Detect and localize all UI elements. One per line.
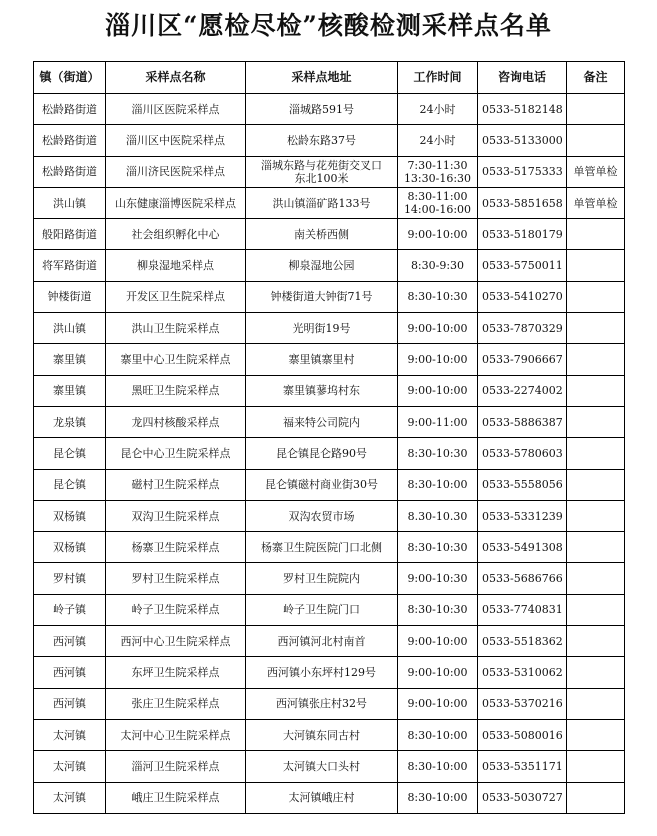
cell-site-name: 张庄卫生院采样点 xyxy=(106,688,246,719)
table-row xyxy=(34,563,625,594)
cell-town: 太河镇 xyxy=(34,751,106,782)
cell-work-time: 9:00-10:00 xyxy=(398,657,478,688)
cell-note xyxy=(567,94,625,125)
header-site-name: 采样点名称 xyxy=(106,62,246,94)
cell-site-name: 峨庄卫生院采样点 xyxy=(106,782,246,813)
table-row xyxy=(34,438,625,469)
cell-work-time: 8:30-10:30 xyxy=(398,438,478,469)
cell-site-address: 西河镇小东坪村129号 xyxy=(246,657,398,688)
cell-site-address: 岭子卫生院门口 xyxy=(246,594,398,625)
table-row xyxy=(34,125,625,156)
header-site-address: 采样点地址 xyxy=(246,62,398,94)
cell-phone: 0533-5518362 xyxy=(478,626,567,657)
cell-work-time: 8:30-10:00 xyxy=(398,782,478,813)
header-town: 镇（街道） xyxy=(34,62,106,94)
cell-phone: 0533-5080016 xyxy=(478,719,567,750)
cell-site-name: 开发区卫生院采样点 xyxy=(106,281,246,312)
cell-phone: 0533-2274002 xyxy=(478,375,567,406)
table-row xyxy=(34,532,625,563)
cell-phone: 0533-7740831 xyxy=(478,594,567,625)
table-row xyxy=(34,626,625,657)
cell-work-time: 9:00-10:30 xyxy=(398,563,478,594)
cell-note xyxy=(567,688,625,719)
cell-note xyxy=(567,751,625,782)
cell-work-time: 24小时 xyxy=(398,94,478,125)
cell-phone: 0533-5491308 xyxy=(478,532,567,563)
table-row xyxy=(34,719,625,750)
cell-phone: 0533-5851658 xyxy=(478,187,567,218)
cell-site-address: 钟楼街道大钟街71号 xyxy=(246,281,398,312)
cell-site-name: 东坪卫生院采样点 xyxy=(106,657,246,688)
cell-phone: 0533-5331239 xyxy=(478,500,567,531)
cell-note xyxy=(567,563,625,594)
cell-town: 太河镇 xyxy=(34,719,106,750)
cell-work-time: 8:30-10:30 xyxy=(398,281,478,312)
cell-work-time: 7:30-11:30 13:30-16:30 xyxy=(398,156,478,187)
cell-town: 昆仑镇 xyxy=(34,469,106,500)
cell-town: 洪山镇 xyxy=(34,313,106,344)
cell-town: 罗村镇 xyxy=(34,563,106,594)
cell-town: 般阳路街道 xyxy=(34,219,106,250)
cell-note xyxy=(567,281,625,312)
table-row xyxy=(34,782,625,813)
cell-phone: 0533-7870329 xyxy=(478,313,567,344)
cell-phone: 0533-7906667 xyxy=(478,344,567,375)
cell-town: 松龄路街道 xyxy=(34,94,106,125)
cell-site-name: 岭子卫生院采样点 xyxy=(106,594,246,625)
cell-town: 洪山镇 xyxy=(34,187,106,218)
cell-work-time: 9:00-10:00 xyxy=(398,626,478,657)
cell-note xyxy=(567,125,625,156)
cell-note xyxy=(567,219,625,250)
cell-site-name: 双沟卫生院采样点 xyxy=(106,500,246,531)
cell-town: 龙泉镇 xyxy=(34,406,106,437)
cell-site-name: 淄川区中医院采样点 xyxy=(106,125,246,156)
cell-note xyxy=(567,782,625,813)
cell-phone: 0533-5370216 xyxy=(478,688,567,719)
cell-phone: 0533-5686766 xyxy=(478,563,567,594)
sampling-sites-table xyxy=(33,61,625,814)
cell-town: 昆仑镇 xyxy=(34,438,106,469)
cell-site-address: 昆仑镇磁村商业街30号 xyxy=(246,469,398,500)
cell-note xyxy=(567,469,625,500)
cell-phone: 0533-5182148 xyxy=(478,94,567,125)
cell-work-time: 8:30-10:30 xyxy=(398,532,478,563)
cell-note xyxy=(567,657,625,688)
cell-work-time: 9:00-10:00 xyxy=(398,344,478,375)
cell-site-name: 黑旺卫生院采样点 xyxy=(106,375,246,406)
table-row xyxy=(34,751,625,782)
cell-site-address: 淄城路591号 xyxy=(246,94,398,125)
cell-site-address: 大河镇东同古村 xyxy=(246,719,398,750)
cell-site-name: 社会组织孵化中心 xyxy=(106,219,246,250)
cell-site-address: 南关桥西侧 xyxy=(246,219,398,250)
header-phone: 咨询电话 xyxy=(478,62,567,94)
cell-site-address: 柳泉湿地公园 xyxy=(246,250,398,281)
table-row xyxy=(34,657,625,688)
table-row xyxy=(34,344,625,375)
cell-phone: 0533-5175333 xyxy=(478,156,567,187)
cell-work-time: 9:00-10:00 xyxy=(398,688,478,719)
cell-note xyxy=(567,438,625,469)
cell-note xyxy=(567,594,625,625)
cell-town: 西河镇 xyxy=(34,626,106,657)
cell-site-address: 罗村卫生院院内 xyxy=(246,563,398,594)
cell-site-name: 洪山卫生院采样点 xyxy=(106,313,246,344)
cell-town: 钟楼街道 xyxy=(34,281,106,312)
cell-phone: 0533-5558056 xyxy=(478,469,567,500)
cell-site-name: 山东健康淄博医院采样点 xyxy=(106,187,246,218)
header-work-time: 工作时间 xyxy=(398,62,478,94)
cell-site-address: 光明街19号 xyxy=(246,313,398,344)
table-row xyxy=(34,469,625,500)
cell-site-address: 西河镇张庄村32号 xyxy=(246,688,398,719)
header-note: 备注 xyxy=(567,62,625,94)
cell-town: 太河镇 xyxy=(34,782,106,813)
cell-site-address: 寨里镇寨里村 xyxy=(246,344,398,375)
cell-note: 单管单检 xyxy=(567,156,625,187)
cell-site-address: 太河镇峨庄村 xyxy=(246,782,398,813)
cell-note xyxy=(567,344,625,375)
table-row xyxy=(34,94,625,125)
cell-town: 岭子镇 xyxy=(34,594,106,625)
cell-town: 松龄路街道 xyxy=(34,125,106,156)
cell-site-address: 双沟农贸市场 xyxy=(246,500,398,531)
cell-phone: 0533-5750011 xyxy=(478,250,567,281)
cell-site-name: 太河中心卫生院采样点 xyxy=(106,719,246,750)
cell-site-address: 洪山镇淄矿路133号 xyxy=(246,187,398,218)
cell-work-time: 8:30-10:00 xyxy=(398,469,478,500)
cell-note xyxy=(567,626,625,657)
cell-phone: 0533-5351171 xyxy=(478,751,567,782)
table-row xyxy=(34,219,625,250)
cell-work-time: 9:00-11:00 xyxy=(398,406,478,437)
table-row xyxy=(34,156,625,187)
cell-work-time: 8.30-10.30 xyxy=(398,500,478,531)
cell-town: 寨里镇 xyxy=(34,375,106,406)
cell-town: 寨里镇 xyxy=(34,344,106,375)
cell-work-time: 8:30-9:30 xyxy=(398,250,478,281)
cell-site-address: 西河镇河北村南首 xyxy=(246,626,398,657)
table-row xyxy=(34,406,625,437)
table-row xyxy=(34,250,625,281)
cell-site-address: 寨里镇蓼坞村东 xyxy=(246,375,398,406)
cell-site-name: 淄川济民医院采样点 xyxy=(106,156,246,187)
table-row xyxy=(34,594,625,625)
cell-note xyxy=(567,313,625,344)
cell-site-address: 福来特公司院内 xyxy=(246,406,398,437)
cell-work-time: 8:30-11:00 14:00-16:00 xyxy=(398,187,478,218)
cell-town: 双杨镇 xyxy=(34,500,106,531)
cell-site-name: 磁村卫生院采样点 xyxy=(106,469,246,500)
cell-note xyxy=(567,719,625,750)
cell-site-name: 龙四村核酸采样点 xyxy=(106,406,246,437)
table-header-row xyxy=(34,62,625,94)
cell-site-address: 杨寨卫生院医院门口北侧 xyxy=(246,532,398,563)
page-title: 淄川区“愿检尽检”核酸检测采样点名单 xyxy=(105,11,552,40)
cell-note xyxy=(567,250,625,281)
cell-site-name: 寨里中心卫生院采样点 xyxy=(106,344,246,375)
cell-work-time: 9:00-10:00 xyxy=(398,313,478,344)
cell-work-time: 9:00-10:00 xyxy=(398,219,478,250)
cell-site-name: 杨寨卫生院采样点 xyxy=(106,532,246,563)
cell-note xyxy=(567,500,625,531)
cell-work-time: 8:30-10:00 xyxy=(398,751,478,782)
cell-phone: 0533-5310062 xyxy=(478,657,567,688)
table-row xyxy=(34,281,625,312)
cell-work-time: 8:30-10:00 xyxy=(398,719,478,750)
cell-site-name: 昆仑中心卫生院采样点 xyxy=(106,438,246,469)
cell-site-name: 罗村卫生院采样点 xyxy=(106,563,246,594)
cell-note xyxy=(567,406,625,437)
cell-site-name: 淄川区医院采样点 xyxy=(106,94,246,125)
cell-phone: 0533-5030727 xyxy=(478,782,567,813)
cell-site-address: 昆仑镇昆仑路90号 xyxy=(246,438,398,469)
cell-site-address: 淄城东路与花苑街交叉口 东北100米 xyxy=(246,156,398,187)
cell-work-time: 9:00-10:00 xyxy=(398,375,478,406)
cell-town: 将军路街道 xyxy=(34,250,106,281)
cell-phone: 0533-5780603 xyxy=(478,438,567,469)
cell-town: 双杨镇 xyxy=(34,532,106,563)
cell-site-address: 松龄东路37号 xyxy=(246,125,398,156)
table-row xyxy=(34,500,625,531)
cell-note xyxy=(567,375,625,406)
cell-phone: 0533-5133000 xyxy=(478,125,567,156)
table-row xyxy=(34,688,625,719)
cell-town: 松龄路街道 xyxy=(34,156,106,187)
cell-phone: 0533-5410270 xyxy=(478,281,567,312)
table-row xyxy=(34,375,625,406)
cell-work-time: 8:30-10:30 xyxy=(398,594,478,625)
cell-site-name: 柳泉湿地采样点 xyxy=(106,250,246,281)
cell-town: 西河镇 xyxy=(34,657,106,688)
cell-site-address: 太河镇大口头村 xyxy=(246,751,398,782)
cell-site-name: 西河中心卫生院采样点 xyxy=(106,626,246,657)
table-row xyxy=(34,313,625,344)
cell-work-time: 24小时 xyxy=(398,125,478,156)
cell-phone: 0533-5886387 xyxy=(478,406,567,437)
cell-phone: 0533-5180179 xyxy=(478,219,567,250)
cell-note: 单管单检 xyxy=(567,187,625,218)
cell-note xyxy=(567,532,625,563)
cell-site-name: 淄河卫生院采样点 xyxy=(106,751,246,782)
cell-town: 西河镇 xyxy=(34,688,106,719)
table-row xyxy=(34,187,625,218)
